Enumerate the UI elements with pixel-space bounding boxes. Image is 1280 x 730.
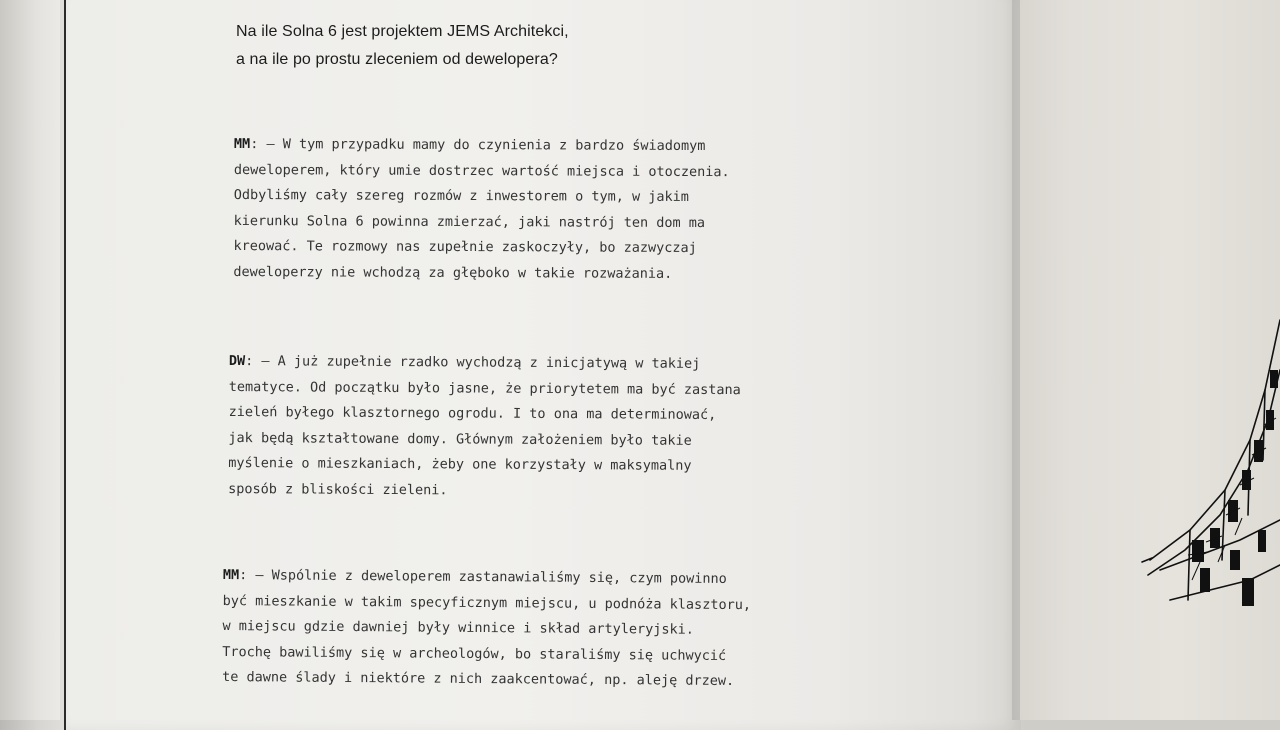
paragraph-line: MM: — W tym przypadku mamy do czynienia z bardzo świadomym: [233, 135, 706, 155]
paragraph-line: w miejscu gdzie dawniej były winnice i skład artyleryjski.: [222, 618, 694, 638]
paragraph-line: zieleń byłego klasztornego ogrodu. I to ona ma determinować,: [228, 404, 717, 424]
answer-paragraph: [233, 132, 729, 288]
question-line: a na ile po prostu zleceniem od dewelopera?: [236, 51, 558, 68]
paragraph-line: być mieszkanie w takim specyficznym miejscu, u podnóża klasztoru,: [222, 592, 752, 613]
speaker-initials: MM: [233, 135, 251, 153]
paragraph-line: Odbyliśmy cały szereg rozmów z inwestorem o tym, w jakim: [233, 187, 689, 206]
interview-question: [236, 18, 756, 74]
paragraph-line: te dawne ślady i niektóre z nich zaakcentować, np. aleję drzew.: [222, 669, 735, 690]
paragraph-line: DW: — A już zupełnie rzadko wychodzą z inicjatywą w takiej: [228, 352, 701, 372]
paragraph-line: tematyce. Od początku było jasne, że priorytetem ma być zastana: [228, 378, 741, 398]
speaker-initials: DW: [228, 352, 246, 370]
answer-paragraph: [222, 563, 751, 695]
paragraph-line: jak będą kształtowane domy. Głównym założeniem było takie: [228, 429, 692, 449]
paragraph-line: Trochę bawiliśmy się w archeologów, bo staraliśmy się uchwycić: [222, 643, 727, 664]
paragraph-line: kierunku Solna 6 powinna zmierzać, jaki nastrój ten dom ma: [233, 212, 706, 231]
architectural-sketch-illustration: [1130, 300, 1280, 630]
paragraph-line: MM: — Wspólnie z deweloperem zastanawialiśmy się, czym powinno: [222, 566, 727, 587]
paragraph-line: deweloperem, który umie dostrzec wartość miejsca i otoczenia.: [233, 161, 730, 180]
speaker-initials: MM: [222, 566, 240, 584]
answer-paragraph: [228, 349, 741, 506]
question-line: Na ile Solna 6 jest projektem JEMS Architekci,: [236, 23, 569, 40]
left-page-edge: [0, 0, 60, 720]
paragraph-line: myślenie o mieszkaniach, żeby one korzystały w maksymalny: [228, 455, 692, 475]
paragraph-line: kreować. Te rozmowy nas zupełnie zaskoczyły, bo zazwyczaj: [233, 238, 697, 257]
paragraph-line: sposób z bliskości zieleni.: [228, 480, 448, 499]
paragraph-line: deweloperzy nie wchodzą za głęboko w takie rozważania.: [233, 263, 673, 282]
